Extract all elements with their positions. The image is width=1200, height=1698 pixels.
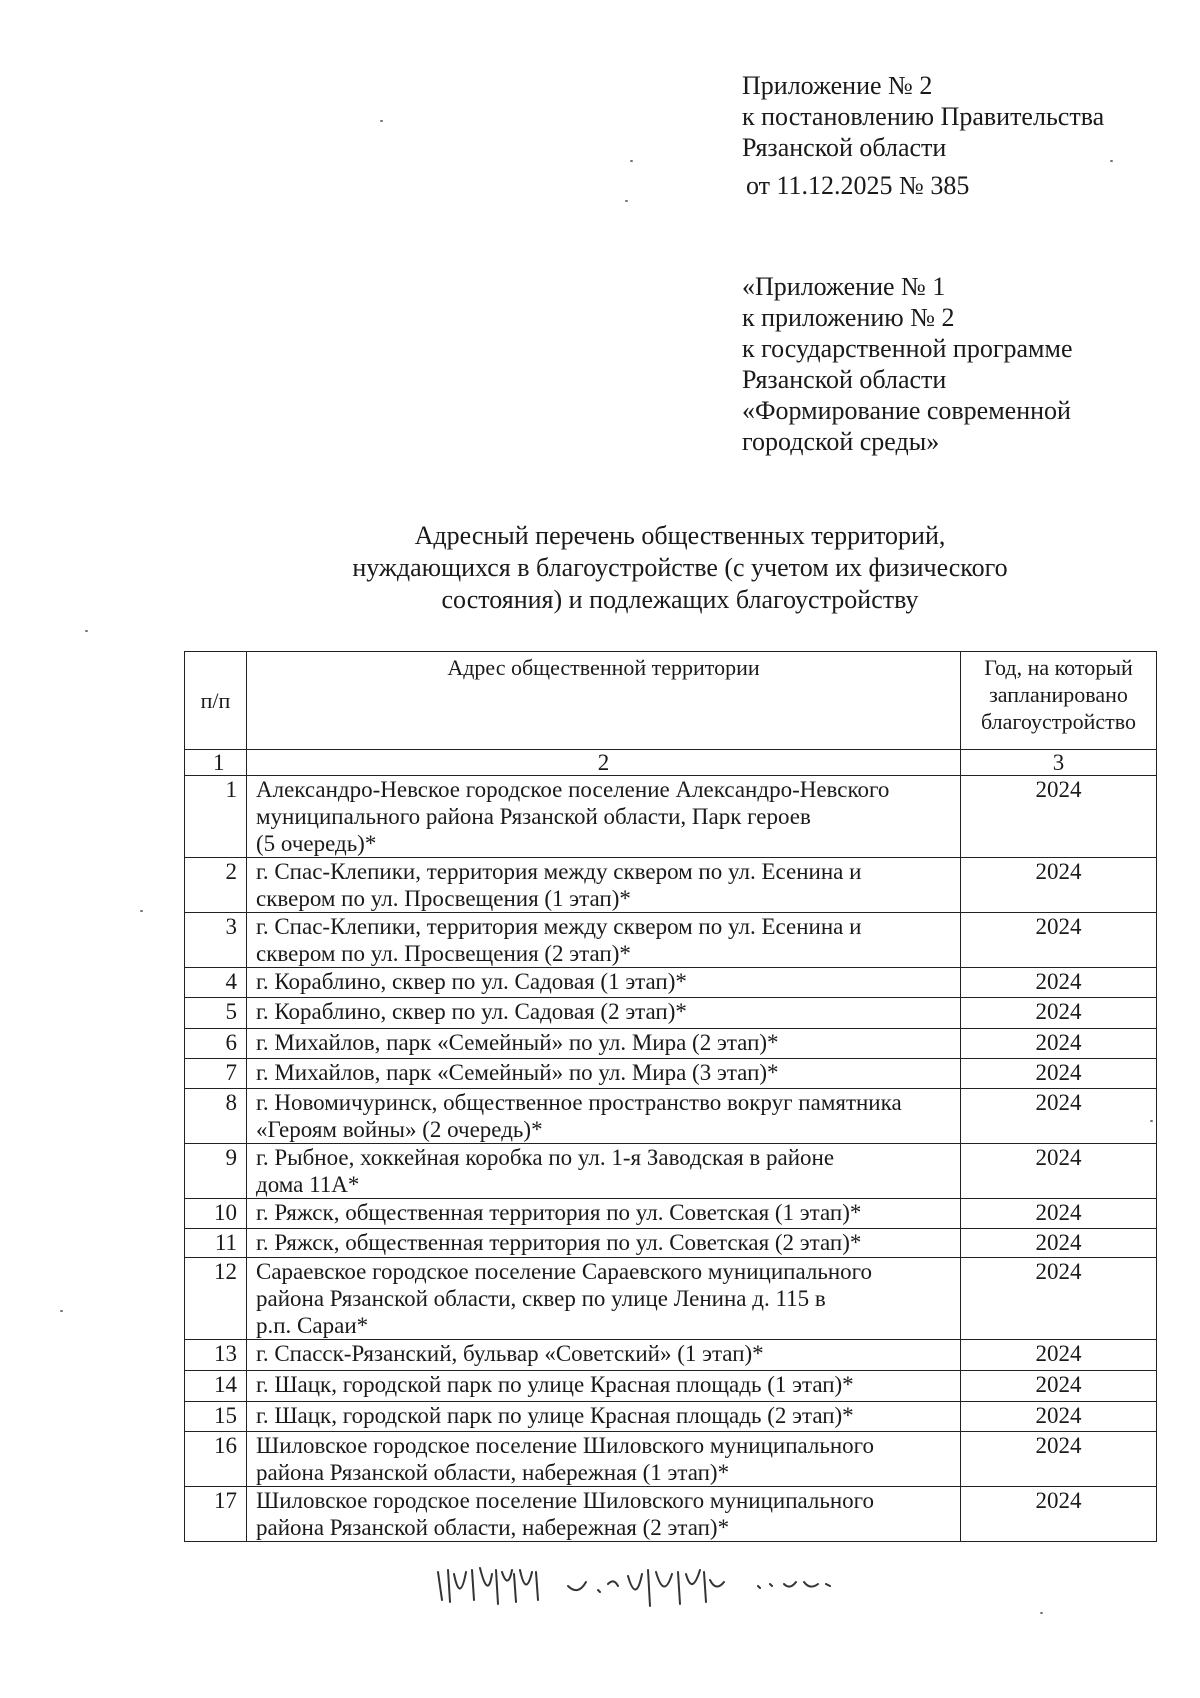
- address-line: г. Михайлов, парк «Семейный» по ул. Мира (3 этап)*: [256, 1060, 779, 1085]
- row-address: [247, 913, 961, 968]
- row-address: [247, 1402, 961, 1432]
- row-number: 16: [185, 1432, 247, 1487]
- appendix-2-line: к постановлению Правительства: [742, 102, 1105, 131]
- address-line: (5 очередь)*: [256, 831, 377, 856]
- row-number: 12: [185, 1258, 247, 1340]
- table-row: [185, 858, 1157, 913]
- row-address: [247, 1229, 961, 1258]
- table-row: [185, 1487, 1157, 1542]
- row-number: 11: [185, 1229, 247, 1258]
- title-line: Адресный перечень общественных территорий,: [414, 521, 946, 550]
- header-number: п/п: [185, 652, 247, 750]
- appendix-1-line: городской среды»: [742, 427, 940, 456]
- row-address: [247, 1487, 961, 1542]
- address-line: района Рязанской области, набережная (2 этап)*: [256, 1515, 730, 1540]
- address-line: г. Рыбное, хоккейная коробка по ул. 1-я Заводская в районе: [256, 1145, 835, 1170]
- address-line: Сараевское городское поселение Сараевского муниципального: [256, 1259, 873, 1284]
- address-line: г. Шацк, городской парк по улице Красная площадь (2 этап)*: [256, 1403, 854, 1428]
- column-index: 3: [961, 750, 1157, 776]
- appendix-1-line: «Приложение № 1: [742, 272, 946, 301]
- row-year: 2024: [961, 1029, 1157, 1059]
- row-address: [247, 1432, 961, 1487]
- resolution-date: от 11.12.2025 № 385: [746, 171, 970, 200]
- row-year: 2024: [961, 913, 1157, 968]
- row-number: 3: [185, 913, 247, 968]
- table-header-row: [185, 652, 1157, 750]
- row-address: [247, 1029, 961, 1059]
- scan-speck: [630, 160, 633, 162]
- column-index: 1: [185, 750, 247, 776]
- table-row: [185, 1229, 1157, 1258]
- table-row: [185, 1029, 1157, 1059]
- address-line: дома 11А*: [256, 1172, 360, 1197]
- handwritten-signature: [428, 1560, 848, 1612]
- row-year: 2024: [961, 1258, 1157, 1340]
- address-line: сквером по ул. Просвещения (2 этап)*: [256, 941, 631, 966]
- address-line: Александро-Невское городское поселение Александро-Невского: [256, 777, 890, 802]
- address-line: г. Кораблино, сквер по ул. Садовая (1 этап)*: [256, 969, 687, 994]
- row-address: [247, 998, 961, 1029]
- appendix-1-line: к приложению № 2: [742, 303, 955, 332]
- row-number: 1: [185, 776, 247, 858]
- row-year: 2024: [961, 1432, 1157, 1487]
- table-body: [185, 776, 1157, 1542]
- scan-speck: [1040, 1612, 1043, 1614]
- row-address: [247, 776, 961, 858]
- scan-speck: [85, 630, 88, 632]
- table-row: [185, 1089, 1157, 1144]
- row-year: 2024: [961, 1144, 1157, 1199]
- table-row: [185, 968, 1157, 998]
- table-row: [185, 1199, 1157, 1229]
- row-number: 5: [185, 998, 247, 1029]
- address-line: района Рязанской области, набережная (1 этап)*: [256, 1460, 730, 1485]
- row-address: [247, 1199, 961, 1229]
- row-year: 2024: [961, 1402, 1157, 1432]
- row-number: 17: [185, 1487, 247, 1542]
- title-line: нуждающихся в благоустройстве (с учетом их физического: [352, 553, 1008, 582]
- table-row: [185, 1371, 1157, 1402]
- row-number: 13: [185, 1340, 247, 1371]
- address-line: р.п. Сараи*: [256, 1313, 369, 1338]
- row-address: [247, 1089, 961, 1144]
- appendix-2-line: Приложение № 2: [742, 71, 933, 100]
- appendix-2-line: Рязанской области: [742, 133, 947, 162]
- row-year: 2024: [961, 1089, 1157, 1144]
- row-address: [247, 1340, 961, 1371]
- row-number: 9: [185, 1144, 247, 1199]
- table-row: [185, 1144, 1157, 1199]
- table-row: [185, 1432, 1157, 1487]
- row-number: 4: [185, 968, 247, 998]
- row-number: 7: [185, 1059, 247, 1089]
- row-year: 2024: [961, 1199, 1157, 1229]
- scan-speck: [380, 120, 383, 122]
- appendix-1-line: Рязанской области: [742, 365, 947, 394]
- row-year: 2024: [961, 1340, 1157, 1371]
- header-address: Адрес общественной территории: [247, 652, 961, 750]
- header-year: [961, 652, 1157, 750]
- appendix-1-line: к государственной программе: [742, 334, 1073, 363]
- address-line: муниципального района Рязанской области, Парк героев: [256, 804, 811, 829]
- row-year: 2024: [961, 1229, 1157, 1258]
- address-line: района Рязанской области, сквер по улице Ленина д. 115 в: [256, 1286, 826, 1311]
- address-line: г. Шацк, городской парк по улице Красная площадь (1 этап)*: [256, 1372, 854, 1397]
- row-address: [247, 1144, 961, 1199]
- row-address: [247, 1371, 961, 1402]
- row-year: 2024: [961, 1371, 1157, 1402]
- header-year-line: благоустройство: [980, 709, 1137, 734]
- address-line: Шиловское городское поселение Шиловского муниципального: [256, 1488, 875, 1513]
- row-address: [247, 1258, 961, 1340]
- scan-speck: [60, 1310, 63, 1312]
- row-number: 10: [185, 1199, 247, 1229]
- row-year: 2024: [961, 1059, 1157, 1089]
- table-row: [185, 913, 1157, 968]
- row-number: 8: [185, 1089, 247, 1144]
- address-line: г. Кораблино, сквер по ул. Садовая (2 этап)*: [256, 999, 687, 1024]
- territories-table: [184, 651, 1157, 1542]
- row-number: 15: [185, 1402, 247, 1432]
- title-line: состояния) и подлежащих благоустройству: [441, 585, 919, 614]
- row-number: 14: [185, 1371, 247, 1402]
- row-address: [247, 858, 961, 913]
- row-year: 2024: [961, 776, 1157, 858]
- table-row: [185, 1402, 1157, 1432]
- table-row: [185, 1340, 1157, 1371]
- row-year: 2024: [961, 1487, 1157, 1542]
- row-year: 2024: [961, 968, 1157, 998]
- table-row: [185, 776, 1157, 858]
- appendix-1-heading: [742, 271, 1073, 457]
- scan-speck: [140, 910, 143, 912]
- address-line: «Героям войны» (2 очередь)*: [256, 1117, 543, 1142]
- scan-speck: [1110, 160, 1113, 162]
- table-row: [185, 1059, 1157, 1089]
- appendix-2-heading: [742, 70, 1104, 201]
- address-line: г. Ряжск, общественная территория по ул. Советская (1 этап)*: [256, 1200, 862, 1225]
- address-line: Шиловское городское поселение Шиловского муниципального: [256, 1433, 875, 1458]
- address-line: г. Спас-Клепики, территория между сквером по ул. Есенина и: [256, 859, 862, 884]
- appendix-1-line: «Формирование современной: [742, 396, 1071, 425]
- row-number: 2: [185, 858, 247, 913]
- address-line: г. Спас-Клепики, территория между сквером по ул. Есенина и: [256, 914, 862, 939]
- row-address: [247, 968, 961, 998]
- address-line: г. Новомичуринск, общественное пространство вокруг памятника: [256, 1090, 902, 1115]
- row-address: [247, 1059, 961, 1089]
- address-line: г. Ряжск, общественная территория по ул. Советская (2 этап)*: [256, 1230, 862, 1255]
- address-line: г. Спасск-Рязанский, бульвар «Советский» (1 этап)*: [256, 1341, 764, 1366]
- table-row: [185, 998, 1157, 1029]
- column-index-row: [185, 750, 1157, 776]
- address-line: сквером по ул. Просвещения (1 этап)*: [256, 886, 631, 911]
- address-line: г. Михайлов, парк «Семейный» по ул. Мира (2 этап)*: [256, 1030, 779, 1055]
- header-year-line: Год, на который: [984, 655, 1133, 680]
- row-number: 6: [185, 1029, 247, 1059]
- row-year: 2024: [961, 998, 1157, 1029]
- column-index: 2: [247, 750, 961, 776]
- document-title: [180, 520, 1180, 616]
- row-year: 2024: [961, 858, 1157, 913]
- table-row: [185, 1258, 1157, 1340]
- scan-speck: [625, 200, 628, 202]
- header-year-line: запланировано: [989, 682, 1128, 707]
